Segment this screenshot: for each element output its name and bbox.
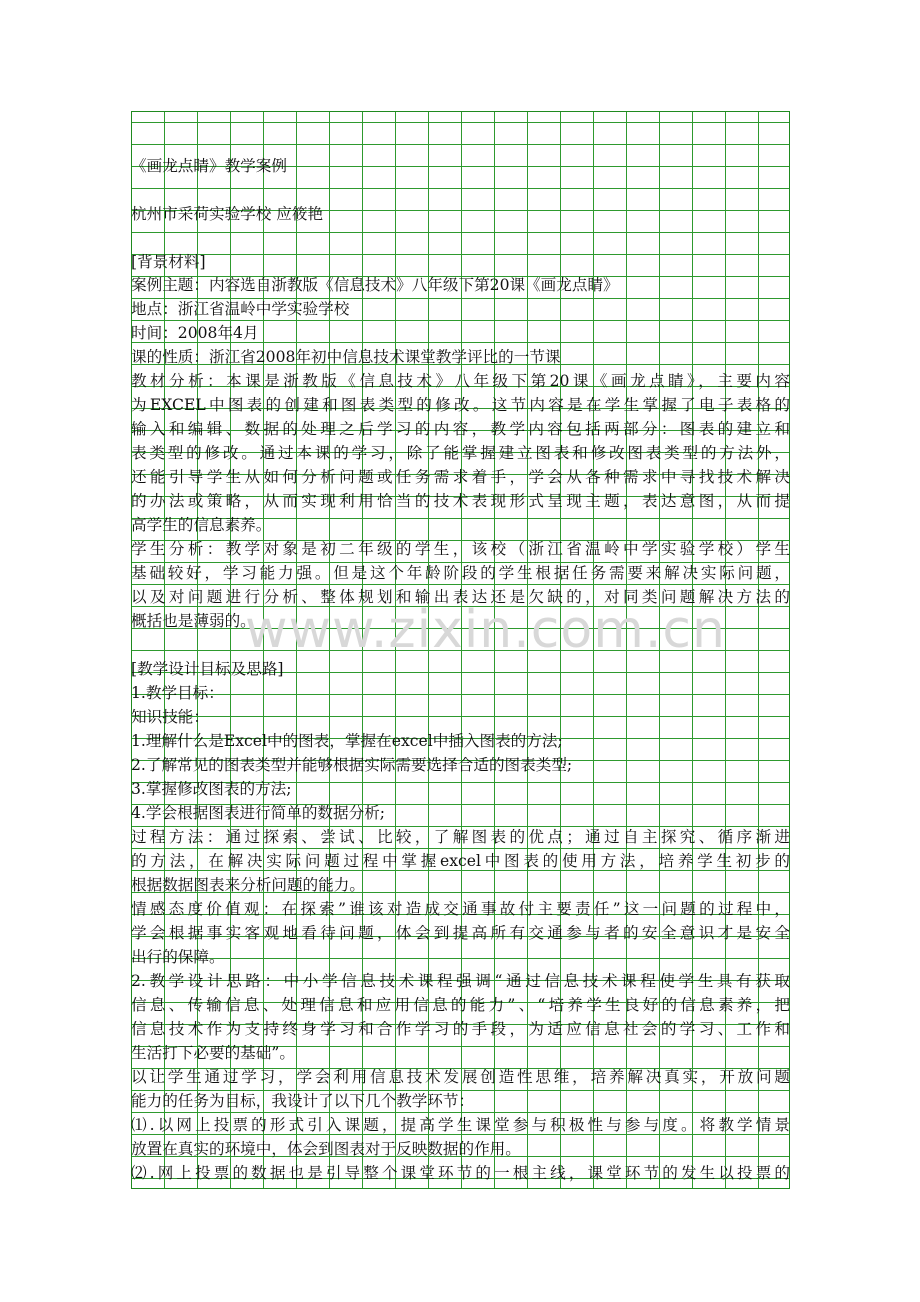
location: 地点：浙江省温岭中学实验学校 [131, 300, 350, 318]
emotion-values-line: 情感态度价值观：在探索”谁该对造成交通事故付主要责任”这一问题的过程中， [131, 900, 790, 918]
material-analysis-line: 为EXCEL中图表的创建和图表类型的修改。这节内容是在学生掌握了电子表格的 [131, 396, 790, 414]
background-heading: [背景材料] [131, 253, 206, 271]
process-method-line: 的方法，在解决实际问题过程中掌握excel中图表的使用方法，培养学生初步的 [131, 852, 790, 870]
knowledge-item: 4.学会根据图表进行简单的数据分析; [131, 804, 386, 822]
knowledge-heading: 知识技能： [131, 708, 209, 726]
student-analysis-line: 以及对问题进行分析、整体规划和输出表达还是欠缺的，对同类问题解决方法的 [131, 588, 790, 606]
lesson-nature: 课的性质：浙江省2008年初中信息技术课堂教学评比的一节课 [131, 348, 561, 366]
design-ideas-line: 2.教学设计思路：中小学信息技术课程强调“通过信息技术课程使学生具有获取 [131, 972, 790, 990]
material-analysis-line: 高学生的信息素养。 [131, 516, 272, 534]
step-line: 放置在真实的环境中，体会到图表对于反映数据的作用。 [131, 1140, 521, 1158]
step-line: ⑴.以网上投票的形式引入课题，提高学生课堂参与积极性与参与度。将教学情景 [131, 1116, 790, 1134]
student-analysis-line: 基础较好，学习能力强。但是这个年龄阶段的学生根据任务需要来解决实际问题， [131, 564, 790, 582]
emotion-values-line: 出行的保障。 [131, 948, 225, 966]
time: 时间：2008年4月 [131, 324, 259, 342]
design-goal-line: 能力的任务为目标，我设计了以下几个教学环节： [131, 1092, 475, 1110]
watermark: www.zixin.com.cn [245, 600, 726, 660]
document-title: 《画龙点睛》教学案例 [131, 157, 287, 175]
material-analysis-line: 教材分析：本课是浙教版《信息技术》八年级下第20课《画龙点睛》，主要内容 [131, 372, 790, 390]
design-goal-line: 以让学生通过学习，学会利用信息技术发展创造性思维，培养解决真实，开放问题 [131, 1068, 790, 1086]
material-analysis-line: 表类型的修改。通过本课的学习，除了能掌握建立图表和修改图表类型的方法外， [131, 444, 790, 462]
design-ideas-line: 信息、传输信息、处理信息和应用信息的能力”、“培养学生良好的信息素养，把 [131, 996, 790, 1014]
student-analysis-line: 概括也是薄弱的。 [131, 612, 256, 630]
material-analysis-line: 还能引导学生从如何分析问题或任务需求着手，学会从各种需求中寻找技术解决 [131, 468, 790, 486]
knowledge-item: 3.掌握修改图表的方法; [131, 780, 292, 798]
knowledge-item: 1.理解什么是Excel中的图表，掌握在excel中插入图表的方法; [131, 732, 563, 750]
material-analysis-line: 的办法或策略，从而实现利用恰当的技术表现形式呈现主题，表达意图，从而提 [131, 492, 790, 510]
goals-heading: 1.教学目标： [131, 684, 224, 702]
document-author: 杭州市采荷实验学校 应筱艳 [131, 205, 324, 223]
knowledge-item: 2.了解常见的图表类型并能够根据实际需要选择合适的图表类型; [131, 756, 573, 774]
process-method-line: 根据数据图表来分析问题的能力。 [131, 876, 365, 894]
case-topic: 案例主题：内容选自浙教版《信息技术》八年级下第20课《画龙点睛》 [131, 276, 619, 294]
design-ideas-line: 生活打下必要的基础”。 [131, 1044, 295, 1062]
step-line: ⑵.网上投票的数据也是引导整个课堂环节的一根主线，课堂环节的发生以投票的 [131, 1164, 790, 1182]
process-method-line: 过程方法：通过探索、尝试、比较，了解图表的优点；通过自主探究、循序渐进 [131, 828, 790, 846]
student-analysis-line: 学生分析：教学对象是初二年级的学生，该校（浙江省温岭中学实验学校）学生 [131, 540, 790, 558]
design-ideas-line: 信息技术作为支持终身学习和合作学习的手段，为适应信息社会的学习、工作和 [131, 1020, 790, 1038]
emotion-values-line: 学会根据事实客观地看待问题，体会到提高所有交通参与者的安全意识才是安全 [131, 924, 790, 942]
material-analysis-line: 输入和编辑、数据的处理之后学习的内容，教学内容包括两部分：图表的建立和 [131, 420, 790, 438]
design-heading: [教学设计目标及思路] [131, 660, 284, 678]
